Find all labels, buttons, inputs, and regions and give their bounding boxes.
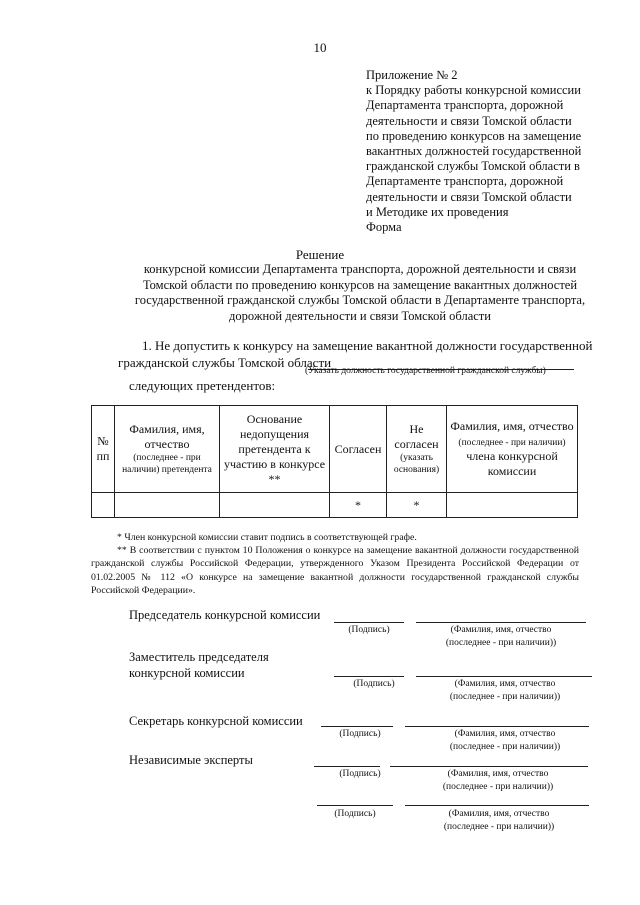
paragraph-1-line-2: гражданской службы Томской области bbox=[118, 355, 332, 370]
sign-caption: (Подпись) bbox=[339, 729, 381, 739]
chairman-name-line[interactable] bbox=[416, 622, 586, 623]
header-candidate-name-main: Фамилия, имя, отчество bbox=[129, 422, 205, 451]
name-caption bbox=[420, 678, 590, 703]
name-caption-line-1: (Фамилия, имя, отчество bbox=[448, 809, 550, 819]
expert-1-name-line[interactable] bbox=[390, 766, 588, 767]
experts-label: Независимые эксперты bbox=[129, 753, 253, 767]
name-caption-line-1: (Фамилия, имя, отчество bbox=[450, 625, 552, 635]
name-caption-line-2: (последнее - при наличии)) bbox=[445, 637, 557, 648]
secretary-name-line[interactable] bbox=[405, 726, 589, 727]
name-caption-line-1: (Фамилия, имя, отчество bbox=[454, 729, 556, 739]
name-caption bbox=[416, 624, 586, 649]
deputy-label-line-2: конкурсной комиссии bbox=[129, 666, 245, 680]
header-member-name-note: (последнее - при наличии) bbox=[458, 438, 566, 448]
secretary-sign-line[interactable] bbox=[321, 726, 393, 727]
header-agree: Согласен bbox=[330, 406, 387, 493]
header-member-name-main: Фамилия, имя, отчество bbox=[450, 419, 574, 433]
appendix-line: по проведению конкурсов на замещение bbox=[366, 128, 582, 143]
appendix-line: Департамента транспорта, дорожной bbox=[366, 98, 564, 113]
footnotes bbox=[91, 531, 579, 597]
name-caption bbox=[414, 808, 584, 833]
sign-caption: (Подпись) bbox=[348, 625, 390, 635]
appendix-line: гражданской службы Томской области в bbox=[366, 159, 580, 174]
header-candidate-name-note: (последнее - при наличии) претендента bbox=[122, 453, 212, 475]
cell-agree: * bbox=[330, 493, 387, 518]
chairman-sign-line[interactable] bbox=[334, 622, 404, 623]
deputy-label bbox=[129, 649, 269, 681]
subtitle-line: конкурсной комиссии Департамента транспорта, дорожной деятельности и связи bbox=[143, 262, 577, 276]
cell-num bbox=[92, 493, 115, 518]
cell-candidate-name bbox=[115, 493, 220, 518]
secretary-label: Секретарь конкурсной комиссии bbox=[129, 714, 303, 728]
header-disagree-main: Не согласен bbox=[394, 422, 439, 451]
cell-reason bbox=[220, 493, 330, 518]
form-label: Форма bbox=[366, 220, 402, 235]
subtitle-line: государственной гражданской службы Томской области в Департаменте транспорта, bbox=[134, 293, 586, 307]
document-title: Решение bbox=[295, 247, 345, 262]
sign-caption: (Подпись) bbox=[339, 769, 381, 779]
appendix-block bbox=[366, 68, 581, 235]
expert-2-sign-line[interactable] bbox=[317, 805, 393, 806]
name-caption-line-2: (последнее - при наличии)) bbox=[442, 781, 554, 792]
chairman-label: Председатель конкурсной комиссии bbox=[129, 608, 321, 622]
name-caption bbox=[420, 728, 590, 753]
document-subtitle bbox=[100, 262, 620, 324]
deputy-sign-line[interactable] bbox=[334, 676, 404, 677]
expert-1-sign-line[interactable] bbox=[314, 766, 380, 767]
header-num: № пп bbox=[92, 406, 115, 493]
header-member-name-tail: члена конкурсной комиссии bbox=[466, 449, 558, 478]
position-hint: (Указать должность государственной гражданской службы) bbox=[305, 366, 546, 376]
name-caption-line-1: (Фамилия, имя, отчество bbox=[454, 679, 556, 689]
deputy-label-line-1: Заместитель председателя bbox=[129, 650, 269, 664]
header-disagree-note: (указать основания) bbox=[393, 453, 440, 475]
header-reason: Основание недопущения претендента к участию в конкурсе ** bbox=[220, 406, 330, 493]
header-member-name bbox=[447, 406, 578, 493]
subtitle-line: Томской области по проведению конкурсов на замещение вакантных должностей bbox=[142, 277, 578, 292]
appendix-line: деятельности и связи Томской области bbox=[366, 113, 572, 128]
expert-2-name-line[interactable] bbox=[405, 805, 589, 806]
page-number: 10 bbox=[313, 40, 327, 55]
table-row bbox=[92, 493, 578, 518]
cell-disagree: * bbox=[387, 493, 447, 518]
name-caption bbox=[413, 768, 583, 793]
cell-member-name bbox=[447, 493, 578, 518]
name-caption-line-2: (последнее - при наличии)) bbox=[449, 691, 561, 702]
header-disagree bbox=[387, 406, 447, 493]
paragraph-1-line-1: 1. Не допустить к конкурсу на замещение вакантной должности государственной bbox=[142, 338, 593, 353]
footnote-1: * Член конкурсной комиссии ставит подпись в соответствующей графе. bbox=[117, 532, 417, 543]
sign-caption: (Подпись) bbox=[334, 809, 376, 819]
appendix-line: к Порядку работы конкурсной комиссии bbox=[366, 83, 581, 98]
header-candidate-name bbox=[115, 406, 220, 493]
subtitle-line: дорожной деятельности и связи Томской области bbox=[229, 308, 491, 323]
deputy-name-line[interactable] bbox=[416, 676, 592, 677]
appendix-line: вакантных должностей государственной bbox=[366, 144, 582, 159]
appendix-line: и Методике их проведения bbox=[366, 204, 509, 219]
name-caption-line-2: (последнее - при наличии)) bbox=[443, 821, 555, 832]
table-header-row bbox=[92, 406, 578, 493]
appendix-line: Приложение № 2 bbox=[366, 68, 458, 82]
name-caption-line-2: (последнее - при наличии)) bbox=[449, 741, 561, 752]
appendix-line: деятельности и связи Томской области bbox=[366, 189, 572, 204]
candidates-table bbox=[91, 405, 578, 518]
candidates-label: следующих претендентов: bbox=[129, 378, 276, 393]
sign-caption: (Подпись) bbox=[353, 679, 395, 689]
appendix-line: Департаменте транспорта, дорожной bbox=[366, 174, 564, 189]
name-caption-line-1: (Фамилия, имя, отчество bbox=[447, 769, 549, 779]
footnote-2: ** В соответствии с пунктом 10 Положения о конкурсе на замещение вакантной должности государственной гражданской службы Российской Федерации, утвержденного Указом Президента Российской Федерации от 01.02.2005 № 112 «О конкурсе на замещение вакантной должности государственной гражданской службы Российской Федерации». bbox=[91, 545, 579, 596]
